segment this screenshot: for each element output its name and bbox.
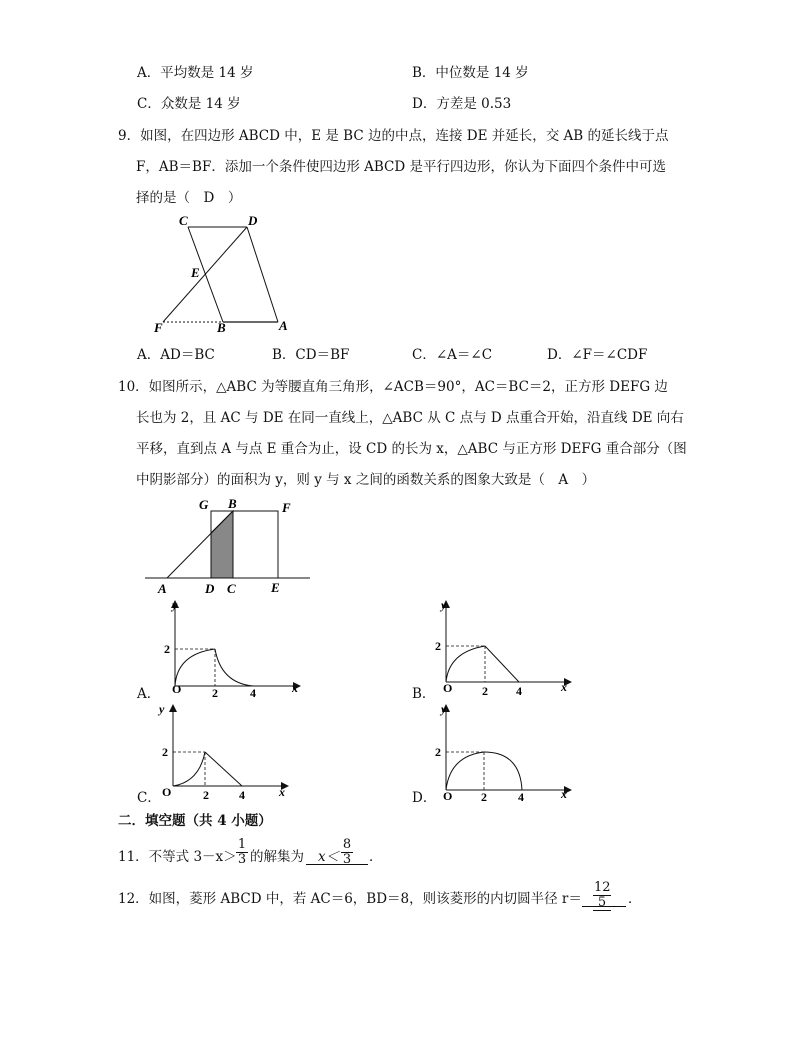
q9-option-b: B．CD＝BF [272,347,350,363]
q10-label-a: A [158,581,167,596]
q9-option-d: D．∠F＝∠CDF [547,347,648,363]
q10-option-c: C． [137,790,161,806]
q9-label-b: B [217,320,226,335]
q10-graph-a [155,594,310,699]
q10-graph-c-y-label: y [159,702,165,716]
q10-graph-b-x-label: x [561,680,567,694]
q9-label-a: A [279,318,288,333]
q11-answer-denominator: 3 [342,852,352,867]
q10-graph-a-tick-4x: 4 [250,686,256,699]
q10-label-d: D [205,581,215,596]
q9-label-d: D [248,213,258,228]
q10-graph-a-origin: O [172,682,182,696]
q10-option-a: A． [137,686,161,702]
q9-option-c: C．∠A＝∠C [412,347,493,363]
section-title-fill-in: 二．填空题（共 4 小题） [118,813,272,829]
q12-stem: 12．如图，菱形 ABCD 中，若 AC＝6，BD＝8，则该菱形的内切圆半径 r＝ [118,891,582,907]
q10-graph-c [153,698,308,803]
q12-answer-fraction [593,881,611,911]
q10-graph-c-origin: O [162,785,172,799]
q10-graph-b-tick-2x: 2 [482,684,488,698]
q10-label-f: F [282,500,291,515]
q10-graph-c-tick-2y: 2 [162,745,168,759]
q12-answer-numerator: 12 [594,880,611,895]
q10-stem-line4: 中阴影部分）的面积为 y，则 y 与 x 之间的函数关系的图象大致是（ A ） [136,472,596,488]
q11-prefix: 11．不等式 3－x＞ [118,849,237,865]
q10-graph-d-y-label: y [441,702,447,716]
q10-graph-a-x-label: x [292,681,298,695]
q10-label-c: C [227,581,236,596]
q11-middle: 的解集为 [250,849,304,865]
q10-graph-a-tick-2y: 2 [164,642,170,656]
q10-graph-a-tick-2x: 2 [212,686,218,699]
q11-frac-numerator: 1 [237,837,247,852]
q9-stem-line2: F，AB＝BF．添加一个条件使四边形 ABCD 是平行四边形，你认为下面四个条件中可选 [136,159,666,175]
q10-label-b: B [228,496,237,511]
q10-stem-line2: 长也为 2，且 AC 与 DE 在同一直线上，△ABC 从 C 点与 D 点重合开始，沿直线 DE 向右 [136,410,684,426]
q11-fraction-one-third [236,838,248,867]
q10-option-d: D． [412,790,437,806]
q10-graph-d-tick-4x: 4 [518,790,524,803]
q11-frac-denominator: 3 [237,852,247,867]
q9-label-c: C [179,213,188,228]
q10-graph-a-y-label: y [172,598,178,612]
q10-graph-b-y-label: y [441,598,447,612]
q8-option-b: B．中位数是 14 岁 [412,65,529,81]
q11-answer-fraction [341,838,353,867]
q10-graph-d-x-label: x [561,787,567,801]
q10-graph-b-tick-2y: 2 [435,639,441,653]
q10-stem-line1: 10．如图所示，△ABC 为等腰直角三角形，∠ACB＝90°，AC＝BC＝2，正方形 DEFG 边 [118,379,668,395]
q10-graph-b [426,594,581,699]
q10-graph-d-tick-2y: 2 [435,745,441,759]
q11-answer-numerator: 8 [342,837,352,852]
q10-stem-line3: 平移，直到点 A 与点 E 重合为止，设 CD 的长为 x，△ABC 与正方形 DEFG 重合部分（图 [136,441,687,457]
q10-label-e: E [271,580,280,595]
q9-label-f: F [154,320,163,335]
q8-option-c: C．众数是 14 岁 [137,96,241,112]
q10-label-g: G [199,497,209,512]
q9-label-e: E [191,265,200,280]
q11-end: ． [369,849,383,865]
q9-stem-line1: 9．如图，在四边形 ABCD 中，E 是 BC 边的中点，连接 DE 并延长，交 AB 的延长线于点 [118,128,669,144]
q10-graph-b-origin: O [443,681,453,695]
q9-option-a: A．AD＝BC [137,347,215,363]
q10-graph-d-origin: O [443,789,453,803]
q9-quadrilateral-figure [150,210,300,340]
q10-graph-d [426,698,581,803]
q10-triangle-square-figure [140,495,315,600]
q10-graph-c-tick-4x: 4 [239,788,245,802]
q10-option-b: B． [412,686,436,702]
q10-graph-b-tick-4x: 4 [516,684,522,698]
q12-end: ． [628,891,642,907]
q10-graph-c-x-label: x [279,785,285,799]
q9-stem-line3: 择的是（ D ） [136,190,242,206]
q10-graph-c-tick-2x: 2 [203,788,209,802]
q8-option-d: D．方差是 0.53 [412,96,512,112]
q11-answer-x: x＜ [318,849,340,865]
q10-graph-d-tick-2x: 2 [481,790,487,803]
q12-answer-denominator: 5 [593,896,611,911]
q8-option-a: A．平均数是 14 岁 [137,65,254,81]
